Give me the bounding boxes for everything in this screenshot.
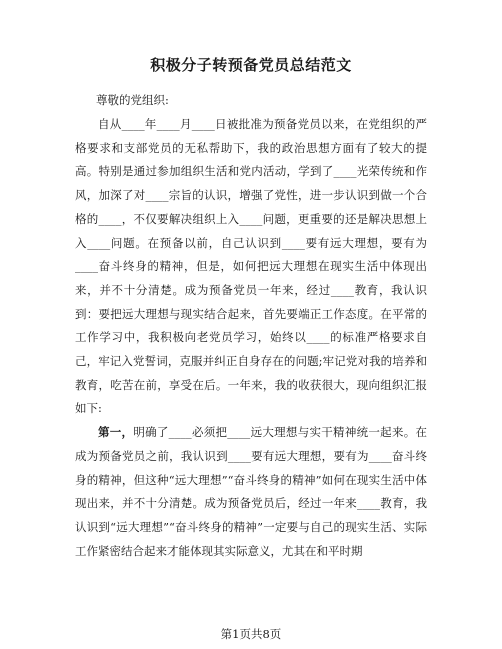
greeting: 尊敬的党组织: [96, 93, 169, 107]
document-title: 积极分子转预备党员总结范文 [150, 56, 352, 74]
document-body [75, 113, 427, 563]
paragraph-2-lead: 第一， [98, 425, 134, 440]
page-footer: 第1页共8页 [220, 627, 282, 641]
paragraph-1: 自从____年____月____日被批准为预备党员以来，在党组织的严格要求和支部党员的无私帮助下，我的政治思想方面有了较大的提高。特别是通过参加组织生活和党内活动，学到了____光荣传统和作风，加深了对____宗旨的认识，增强了党性，进一步认识到做一个合格的____，不仅要解决组织上入____问题，更重要的还是解决思想上入____问题。在预备以前，自己认识到____要有远大理想，要有为____奋斗终身的精神，但是，如何把远大理想在现实生活中体现出来，并不十分清楚。成为预备党员一年来，经过____教育，我认识到：要把远大理想与现实结合起来，首先要端正工作态度。在平常的工作学习中，我积极向老党员学习，始终以____的标准严格要求自己，牢记入党誓词，克服并纠正自身存在的问题;牢记党对我的培养和教育，吃苦在前，享受在后。一年来，我的收获很大，现向组织汇报如下: [75, 117, 427, 416]
paragraph-2 [75, 421, 427, 563]
paragraph-2-text: 明确了____必须把____远大理想与实干精神统一起来。在成为预备党员之前，我认识到____要有远大理想，要有为____奋斗终身的精神，但这种“远大理想”“奋斗终身的精神”如何在现实生活中体现出来，并不十分清楚。成为预备党员后，经过一年来____教育，我认识到“远大理想”“奋斗终身的精神”一定要与自己的现实生活、实际工作紧密结合起来才能体现其实际意义，尤其在和平时期 [75, 425, 428, 558]
